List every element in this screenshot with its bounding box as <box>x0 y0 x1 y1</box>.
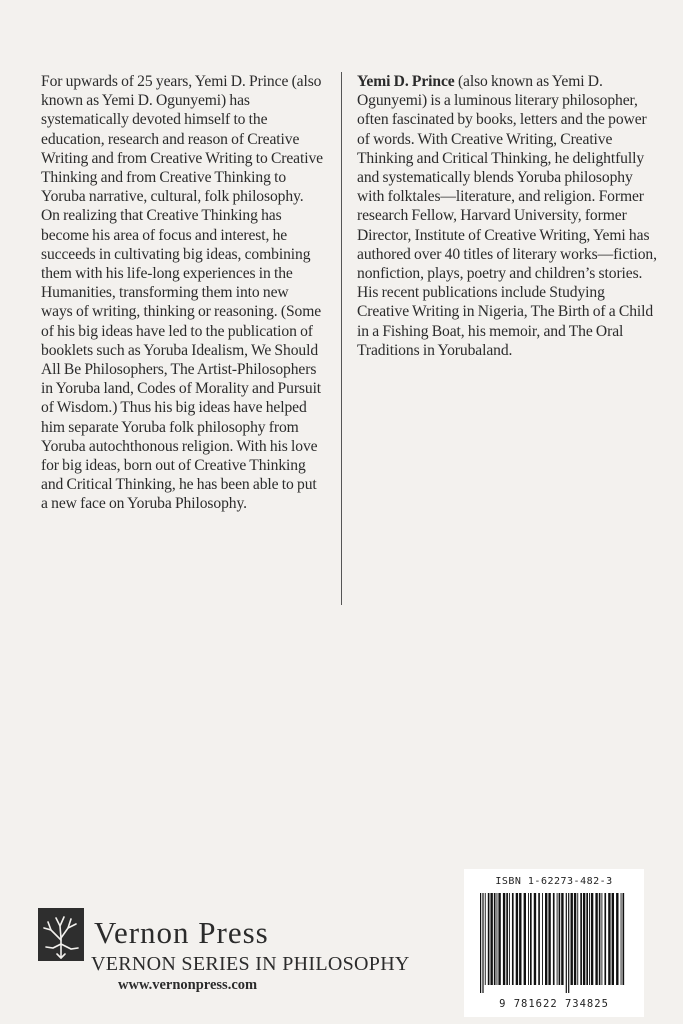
bio-paragraph: For upwards of 25 years, Yemi D. Prince (also known as Yemi D. Ogunyemi) has systematically devoted himself to the education, research and reason of Creative Writing and from Creative Writing to Creative Thinking and from Creative Thinking to Yoruba narrative, cultural, folk philosophy. On realizing that Creative Thinking has become his area of focus and interest, he succeeds in cultivating big ideas, combining them with his life-long experiences in the Humanities, transforming them into new ways of writing, thinking or reasoning. (Some of his big ideas have led to the publication of booklets such as Yoruba Idealism, We Should All Be Philosophers, The Artist-Philosophers in Yoruba land, Codes of Morality and Pursuit of Wisdom.) Thus his big ideas have helped him separate Yoruba folk philosophy from Yoruba autochthonous religion. With his love for big ideas, born out of Creative Thinking and Critical Thinking, he has been able to put a new face on Yoruba Philosophy. <box>41 73 323 513</box>
barcode-number: 9 781622 734825 <box>499 998 609 1010</box>
bio-summary-paragraph <box>357 72 659 360</box>
column-divider <box>341 72 342 605</box>
author-name: Yemi D. Prince <box>357 73 455 90</box>
author-bio-right-column <box>357 72 659 360</box>
barcode-bars <box>478 893 630 993</box>
publisher-block <box>38 908 438 1018</box>
author-bio-left-column <box>41 72 323 514</box>
series-name: VERNON SERIES IN PHILOSOPHY <box>91 953 410 975</box>
publisher-website-link[interactable]: www.vernonpress.com <box>118 977 258 993</box>
isbn-barcode <box>464 869 644 1017</box>
tree-icon <box>38 908 84 961</box>
bio-summary-text: (also known as Yemi D. Ogunyemi) is a luminous literary philosopher, often fascinated by books, letters and the power of words. With Creative Writing, Creative Thinking and Critical Thinking, he delightfully and systematically blends Yoruba philosophy with folktales—literature, and religion. Former research Fellow, Harvard University, former Director, Institute of Creative Writing, Yemi has authored over 40 titles of literary works—fiction, nonfiction, plays, poetry and children’s stories. His recent publications include Studying Creative Writing in Nigeria, The Birth of a Child in a Fishing Boat, his memoir, and The Oral Traditions in Yorubaland. <box>357 73 657 359</box>
isbn-label: ISBN 1-62273-482-3 <box>495 876 613 887</box>
publisher-name: Vernon Press <box>94 915 269 950</box>
